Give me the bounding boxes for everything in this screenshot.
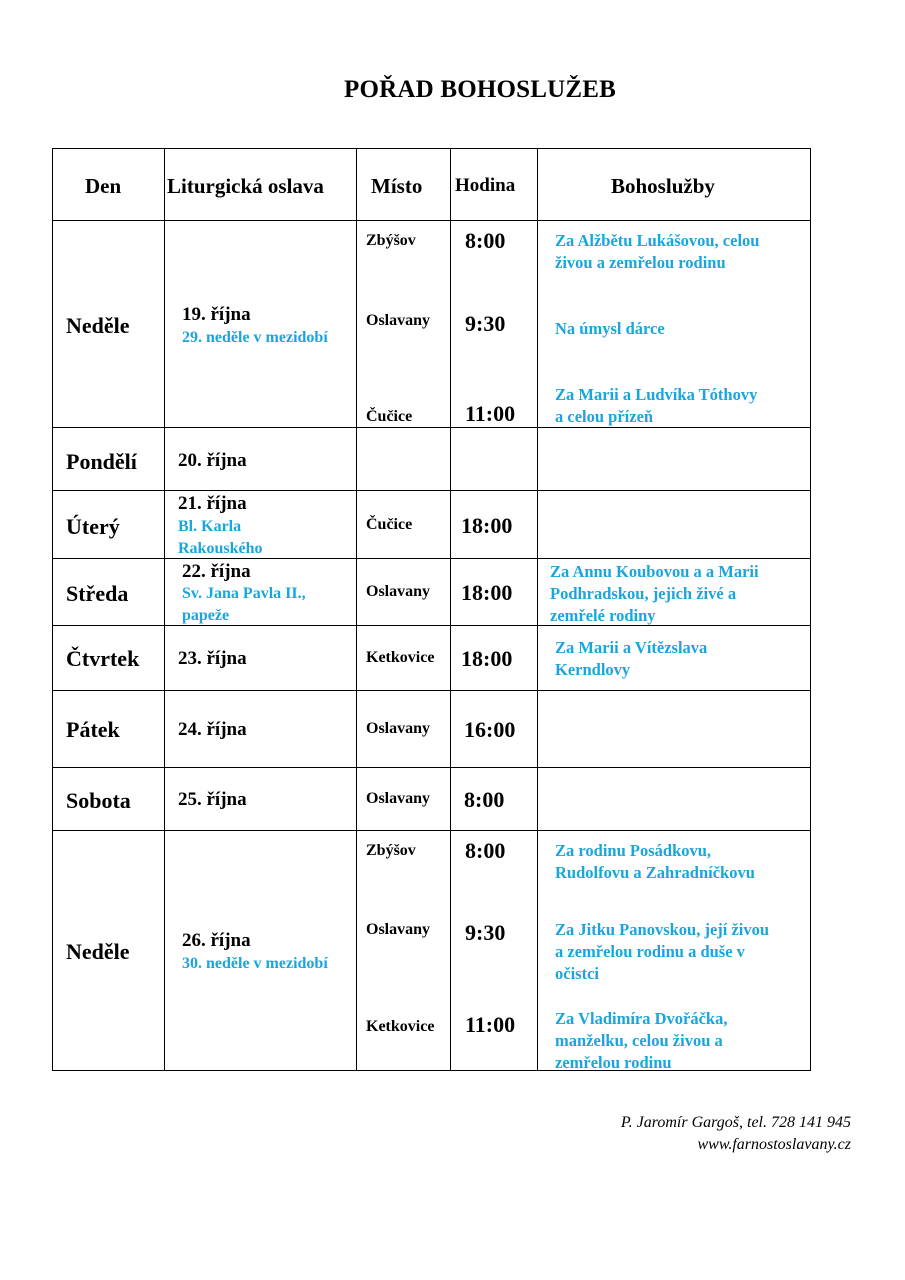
mass-intention: Za Annu Koubovou a a Marii Podhradskou, jejich živé a zemřelé rodiny: [550, 562, 759, 625]
contact-line: P. Jaromír Gargoš, tel. 728 141 945: [620, 1114, 851, 1131]
time: 8:00: [465, 838, 506, 863]
mass-intention: Za Marii a Vítězslava Kerndlovy: [555, 638, 708, 679]
mass-intention: Za Marii a Ludvíka Tóthovy a celou přízeň: [555, 385, 758, 426]
row-divider: [52, 490, 811, 491]
day-name: Úterý: [66, 514, 120, 539]
column-divider: [450, 148, 451, 1071]
mass-intention: Za Jitku Panovskou, její živou a zemřelou rodinu a duše v očistci: [555, 920, 770, 983]
place: Oslavany: [366, 583, 431, 600]
row-divider: [52, 830, 811, 831]
place: Zbýšov: [366, 232, 416, 249]
place: Čučice: [366, 516, 413, 533]
liturgical-celebration: 30. neděle v mezidobí: [182, 955, 328, 972]
day-name: Středa: [66, 581, 129, 606]
day-name: Čtvrtek: [66, 646, 140, 671]
header-bohosluzby: Bohoslužby: [611, 174, 715, 198]
liturgical-celebration: Bl. Karla Rakouského: [178, 518, 263, 557]
table-border-top: [52, 148, 811, 149]
place: Oslavany: [366, 921, 431, 938]
column-divider: [164, 148, 165, 1071]
day-name: Pátek: [66, 717, 120, 742]
time: 11:00: [465, 1012, 516, 1037]
place: Ketkovice: [366, 1018, 435, 1035]
date: 21. října: [178, 493, 247, 514]
date: 19. října: [182, 304, 251, 325]
time: 8:00: [464, 787, 505, 812]
row-divider: [52, 767, 811, 768]
mass-intention: Za Alžbětu Lukášovou, celou živou a zemřelou rodinu: [555, 231, 760, 272]
time: 9:30: [465, 311, 506, 336]
header-liturgicka-oslava: Liturgická oslava: [167, 174, 324, 198]
header-misto: Místo: [371, 174, 423, 198]
date: 23. října: [178, 648, 247, 669]
day-name: Neděle: [66, 939, 130, 964]
time: 18:00: [461, 646, 513, 671]
page-title: POŘAD BOHOSLUŽEB: [344, 76, 616, 103]
header-hodina: Hodina: [455, 175, 516, 196]
table-border-left: [52, 148, 53, 1071]
mass-intention: Za rodinu Posádkovu, Rudolfovu a Zahradníčkovu: [555, 841, 755, 882]
day-name: Neděle: [66, 313, 130, 338]
place: Oslavany: [366, 790, 431, 807]
row-divider: [52, 558, 811, 559]
time: 16:00: [464, 717, 516, 742]
table-border-right: [810, 148, 811, 1071]
mass-intention: Za Vladimíra Dvořáčka, manželku, celou živou a zemřelou rodinu: [555, 1009, 728, 1072]
liturgical-celebration: Sv. Jana Pavla II., papeže: [182, 585, 306, 624]
place: Oslavany: [366, 720, 431, 737]
date: 25. října: [178, 789, 247, 810]
row-divider: [52, 690, 811, 691]
day-name: Sobota: [66, 788, 131, 813]
place: Oslavany: [366, 312, 431, 329]
mass-intention: Na úmysl dárce: [555, 319, 665, 338]
liturgical-celebration: 29. neděle v mezidobí: [182, 329, 328, 346]
place: Čučice: [366, 408, 413, 425]
row-divider: [52, 220, 811, 221]
column-divider: [356, 148, 357, 1071]
website[interactable]: www.farnostoslavany.cz: [697, 1136, 851, 1153]
date: 26. října: [182, 930, 251, 951]
day-name: Pondělí: [66, 449, 137, 474]
time: 11:00: [465, 401, 516, 426]
place: Zbýšov: [366, 842, 416, 859]
date: 24. října: [178, 719, 247, 740]
time: 9:30: [465, 920, 506, 945]
time: 18:00: [461, 580, 513, 605]
time: 8:00: [465, 228, 506, 253]
column-divider: [537, 148, 538, 1071]
time: 18:00: [461, 513, 513, 538]
date: 22. října: [182, 561, 251, 582]
header-den: Den: [85, 174, 122, 198]
date: 20. října: [178, 450, 247, 471]
place: Ketkovice: [366, 649, 435, 666]
